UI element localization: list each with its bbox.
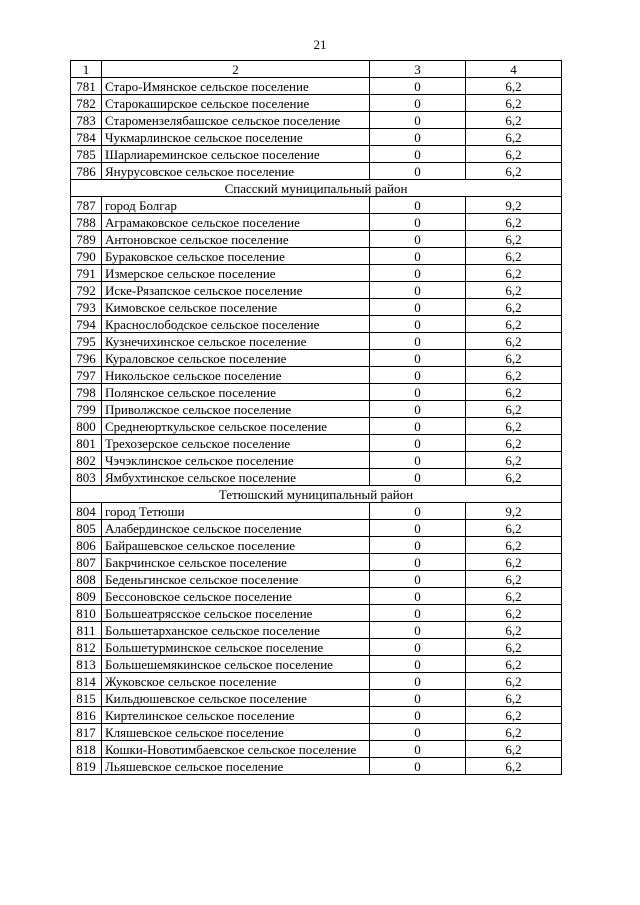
table-row (71, 282, 562, 299)
settlement-name: Аграмаковское сельское поселение (102, 214, 370, 231)
settlement-name: Старокаширское сельское поселение (102, 95, 370, 112)
value-col4: 6,2 (466, 673, 562, 690)
table-row (71, 588, 562, 605)
section-title: Спасский муниципальный район (71, 180, 562, 197)
settlement-name: Кильдюшевское сельское поселение (102, 690, 370, 707)
value-col4: 6,2 (466, 418, 562, 435)
settlement-name: Алабердинское сельское поселение (102, 520, 370, 537)
row-number: 787 (71, 197, 102, 214)
table-row (71, 197, 562, 214)
table-header-row (71, 61, 562, 78)
row-number: 783 (71, 112, 102, 129)
value-col4: 6,2 (466, 656, 562, 673)
value-col3: 0 (370, 299, 466, 316)
settlement-name: Измерское сельское поселение (102, 265, 370, 282)
value-col3: 0 (370, 146, 466, 163)
row-number: 803 (71, 469, 102, 486)
settlement-name: Шарлиареминское сельское поселение (102, 146, 370, 163)
table-row (71, 316, 562, 333)
value-col3: 0 (370, 350, 466, 367)
value-col3: 0 (370, 418, 466, 435)
value-col4: 6,2 (466, 639, 562, 656)
value-col3: 0 (370, 435, 466, 452)
row-number: 792 (71, 282, 102, 299)
settlement-name: Полянское сельское поселение (102, 384, 370, 401)
row-number: 794 (71, 316, 102, 333)
value-col3: 0 (370, 554, 466, 571)
table-row (71, 724, 562, 741)
row-number: 781 (71, 78, 102, 95)
table-row (71, 741, 562, 758)
value-col3: 0 (370, 78, 466, 95)
value-col4: 6,2 (466, 741, 562, 758)
table-row (71, 452, 562, 469)
section-title: Тетюшский муниципальный район (71, 486, 562, 503)
value-col3: 0 (370, 163, 466, 180)
value-col3: 0 (370, 197, 466, 214)
value-col4: 6,2 (466, 163, 562, 180)
row-number: 817 (71, 724, 102, 741)
row-number: 786 (71, 163, 102, 180)
table-row (71, 265, 562, 282)
value-col4: 6,2 (466, 588, 562, 605)
settlement-name: Антоновское сельское поселение (102, 231, 370, 248)
page-number: 21 (313, 37, 327, 52)
row-number: 816 (71, 707, 102, 724)
row-number: 814 (71, 673, 102, 690)
row-number: 811 (71, 622, 102, 639)
table-row (71, 554, 562, 571)
settlement-name: Кузнечихинское сельское поселение (102, 333, 370, 350)
value-col3: 0 (370, 129, 466, 146)
value-col4: 6,2 (466, 350, 562, 367)
row-number: 795 (71, 333, 102, 350)
section-row (71, 486, 562, 503)
value-col4: 6,2 (466, 231, 562, 248)
settlement-name: Бураковское сельское поселение (102, 248, 370, 265)
column-header: 4 (466, 61, 562, 78)
row-number: 798 (71, 384, 102, 401)
settlement-name: город Тетюши (102, 503, 370, 520)
value-col3: 0 (370, 282, 466, 299)
table-row (71, 112, 562, 129)
settlement-name: Ямбухтинское сельское поселение (102, 469, 370, 486)
value-col4: 6,2 (466, 265, 562, 282)
table-row (71, 690, 562, 707)
value-col4: 6,2 (466, 571, 562, 588)
row-number: 813 (71, 656, 102, 673)
value-col3: 0 (370, 384, 466, 401)
value-col3: 0 (370, 707, 466, 724)
table-row (71, 231, 562, 248)
value-col4: 6,2 (466, 333, 562, 350)
settlement-name: Старомензелябашское сельское поселение (102, 112, 370, 129)
table-row (71, 146, 562, 163)
row-number: 785 (71, 146, 102, 163)
value-col4: 6,2 (466, 520, 562, 537)
settlement-name: Краснослободское сельское поселение (102, 316, 370, 333)
section-row (71, 180, 562, 197)
value-col4: 6,2 (466, 248, 562, 265)
settlement-name: Большеатрясское сельское поселение (102, 605, 370, 622)
table-row (71, 571, 562, 588)
value-col4: 6,2 (466, 401, 562, 418)
table-row (71, 537, 562, 554)
row-number: 791 (71, 265, 102, 282)
value-col4: 6,2 (466, 690, 562, 707)
value-col3: 0 (370, 690, 466, 707)
value-col4: 9,2 (466, 503, 562, 520)
value-col4: 6,2 (466, 469, 562, 486)
value-col3: 0 (370, 520, 466, 537)
value-col4: 6,2 (466, 299, 562, 316)
table-row (71, 639, 562, 656)
row-number: 810 (71, 605, 102, 622)
row-number: 801 (71, 435, 102, 452)
settlement-name: Льяшевское сельское поселение (102, 758, 370, 775)
row-number: 808 (71, 571, 102, 588)
value-col4: 6,2 (466, 452, 562, 469)
settlement-name: Байрашевское сельское поселение (102, 537, 370, 554)
row-number: 796 (71, 350, 102, 367)
value-col3: 0 (370, 724, 466, 741)
settlement-name: Никольское сельское поселение (102, 367, 370, 384)
settlement-name: Кимовское сельское поселение (102, 299, 370, 316)
settlement-name: Янурусовское сельское поселение (102, 163, 370, 180)
row-number: 805 (71, 520, 102, 537)
row-number: 819 (71, 758, 102, 775)
settlement-name: Жуковское сельское поселение (102, 673, 370, 690)
value-col3: 0 (370, 231, 466, 248)
settlement-name: Кляшевское сельское поселение (102, 724, 370, 741)
value-col3: 0 (370, 248, 466, 265)
table-row (71, 673, 562, 690)
table-row (71, 435, 562, 452)
table-row (71, 95, 562, 112)
value-col3: 0 (370, 112, 466, 129)
value-col4: 6,2 (466, 282, 562, 299)
value-col3: 0 (370, 656, 466, 673)
settlement-name: Бессоновское сельское поселение (102, 588, 370, 605)
value-col4: 6,2 (466, 367, 562, 384)
value-col3: 0 (370, 316, 466, 333)
row-number: 793 (71, 299, 102, 316)
row-number: 812 (71, 639, 102, 656)
value-col4: 6,2 (466, 622, 562, 639)
table-row (71, 129, 562, 146)
value-col3: 0 (370, 469, 466, 486)
settlement-name: Большешемякинское сельское поселение (102, 656, 370, 673)
table-row (71, 418, 562, 435)
value-col3: 0 (370, 571, 466, 588)
settlement-name: Среднеюрткульское сельское поселение (102, 418, 370, 435)
data-table (70, 60, 562, 775)
settlement-name: Бакрчинское сельское поселение (102, 554, 370, 571)
settlement-name: Кошки-Новотимбаевское сельское поселение (102, 741, 370, 758)
row-number: 788 (71, 214, 102, 231)
settlement-name: Трехозерское сельское поселение (102, 435, 370, 452)
table-row (71, 520, 562, 537)
value-col3: 0 (370, 537, 466, 554)
row-number: 807 (71, 554, 102, 571)
table-row (71, 299, 562, 316)
value-col3: 0 (370, 367, 466, 384)
table-row (71, 401, 562, 418)
value-col4: 6,2 (466, 146, 562, 163)
row-number: 800 (71, 418, 102, 435)
row-number: 815 (71, 690, 102, 707)
value-col4: 6,2 (466, 724, 562, 741)
table-row (71, 333, 562, 350)
table-row (71, 163, 562, 180)
column-header: 3 (370, 61, 466, 78)
table-row (71, 656, 562, 673)
settlement-name: Кураловское сельское поселение (102, 350, 370, 367)
table-row (71, 367, 562, 384)
settlement-name: Старо-Имянское сельское поселение (102, 78, 370, 95)
settlement-name: город Болгар (102, 197, 370, 214)
row-number: 802 (71, 452, 102, 469)
table-body (71, 61, 562, 775)
table-row (71, 503, 562, 520)
table-row (71, 707, 562, 724)
row-number: 784 (71, 129, 102, 146)
value-col4: 6,2 (466, 384, 562, 401)
row-number: 797 (71, 367, 102, 384)
value-col4: 6,2 (466, 707, 562, 724)
value-col4: 6,2 (466, 214, 562, 231)
value-col3: 0 (370, 673, 466, 690)
row-number: 782 (71, 95, 102, 112)
column-header: 2 (102, 61, 370, 78)
row-number: 789 (71, 231, 102, 248)
table-row (71, 214, 562, 231)
row-number: 806 (71, 537, 102, 554)
settlement-name: Большетарханское сельское поселение (102, 622, 370, 639)
row-number: 809 (71, 588, 102, 605)
value-col4: 6,2 (466, 554, 562, 571)
value-col4: 6,2 (466, 605, 562, 622)
value-col4: 6,2 (466, 316, 562, 333)
table-row (71, 350, 562, 367)
table-row (71, 605, 562, 622)
row-number: 804 (71, 503, 102, 520)
settlement-name: Приволжское сельское поселение (102, 401, 370, 418)
value-col4: 9,2 (466, 197, 562, 214)
value-col4: 6,2 (466, 78, 562, 95)
value-col3: 0 (370, 741, 466, 758)
value-col3: 0 (370, 401, 466, 418)
table-row (71, 384, 562, 401)
row-number: 799 (71, 401, 102, 418)
value-col3: 0 (370, 95, 466, 112)
settlement-name: Чукмарлинское сельское поселение (102, 129, 370, 146)
value-col3: 0 (370, 333, 466, 350)
value-col4: 6,2 (466, 95, 562, 112)
settlement-name: Чэчэклинское сельское поселение (102, 452, 370, 469)
value-col3: 0 (370, 265, 466, 282)
table-row (71, 758, 562, 775)
value-col4: 6,2 (466, 758, 562, 775)
value-col3: 0 (370, 503, 466, 520)
table-row (71, 469, 562, 486)
settlement-name: Киртелинское сельское поселение (102, 707, 370, 724)
value-col3: 0 (370, 588, 466, 605)
value-col4: 6,2 (466, 537, 562, 554)
value-col3: 0 (370, 605, 466, 622)
value-col3: 0 (370, 639, 466, 656)
table-row (71, 622, 562, 639)
settlement-name: Беденьгинское сельское поселение (102, 571, 370, 588)
value-col4: 6,2 (466, 112, 562, 129)
column-header: 1 (71, 61, 102, 78)
value-col4: 6,2 (466, 129, 562, 146)
value-col3: 0 (370, 214, 466, 231)
value-col3: 0 (370, 758, 466, 775)
value-col3: 0 (370, 452, 466, 469)
table-row (71, 248, 562, 265)
table-row (71, 78, 562, 95)
settlement-name: Иске-Рязапское сельское поселение (102, 282, 370, 299)
row-number: 790 (71, 248, 102, 265)
value-col4: 6,2 (466, 435, 562, 452)
row-number: 818 (71, 741, 102, 758)
settlement-name: Большетурминское сельское поселение (102, 639, 370, 656)
value-col3: 0 (370, 622, 466, 639)
